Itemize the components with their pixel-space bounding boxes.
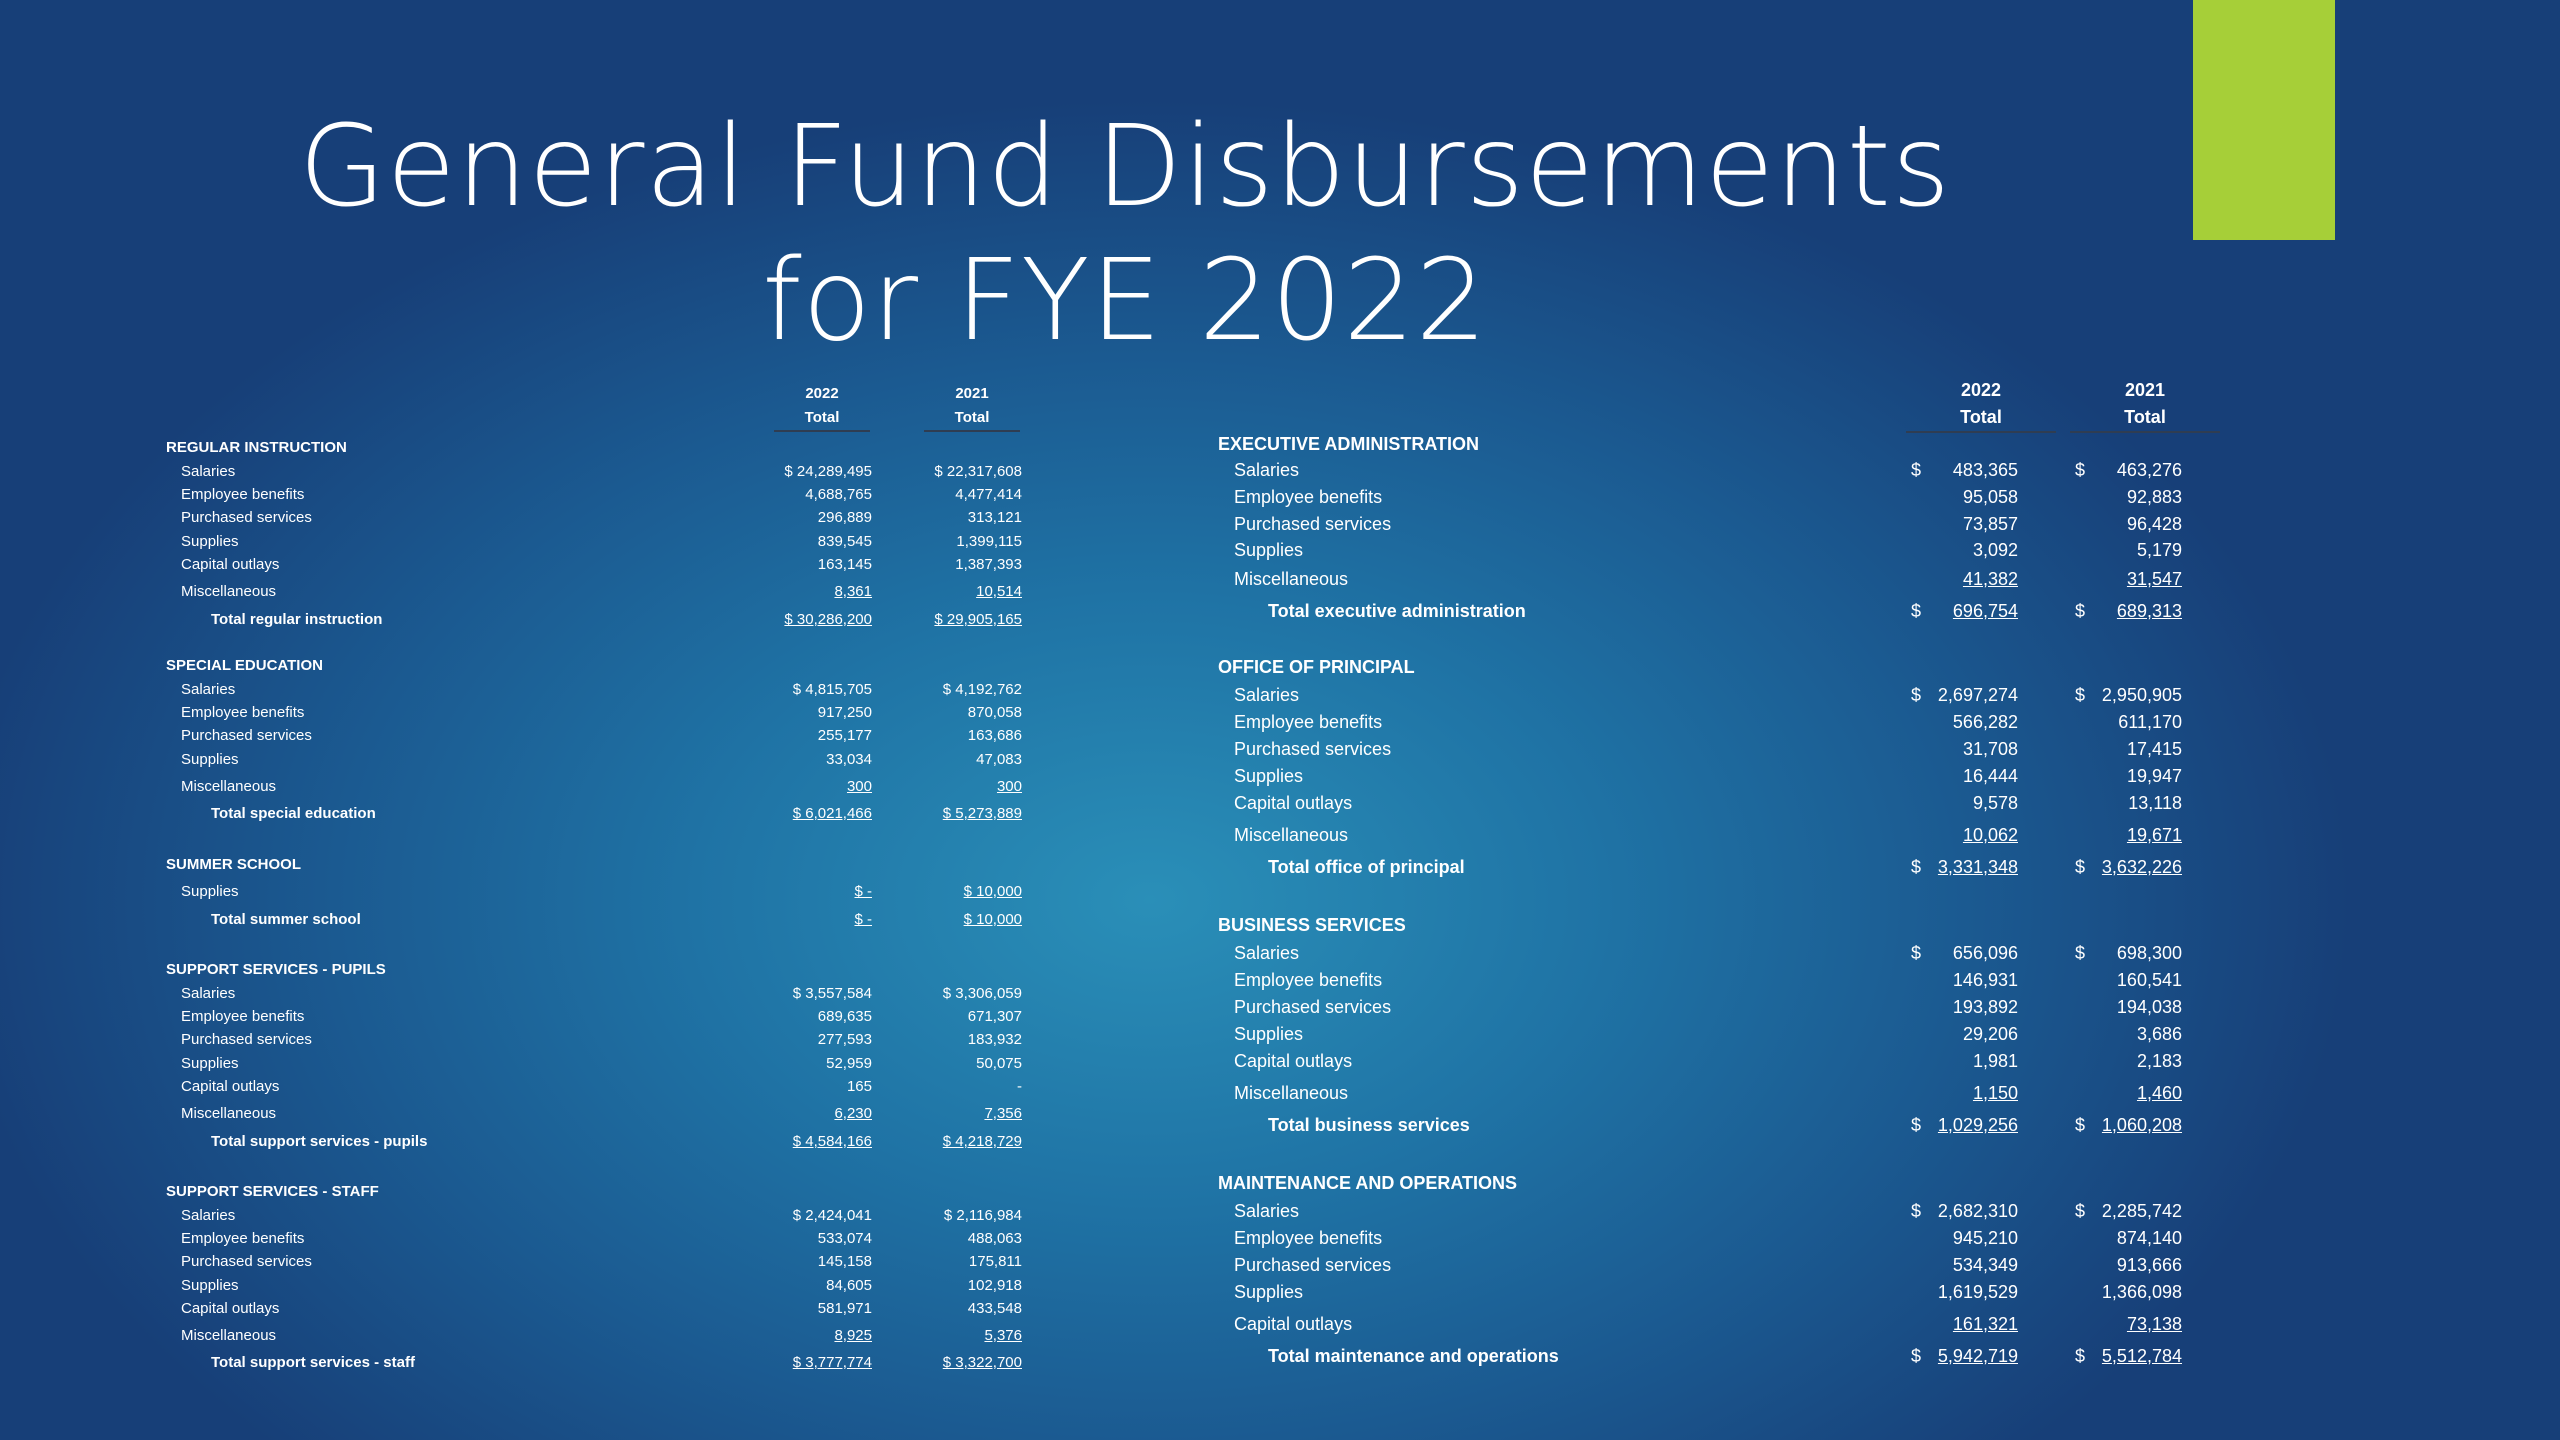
row-label: Supplies (1234, 1282, 1304, 1302)
title-line-1: General Fund Disbursements (298, 102, 1952, 232)
section-label: EXECUTIVE ADMINISTRATION (1218, 434, 1480, 454)
header-year: 2021 (955, 385, 989, 402)
value-2021: 19,947 (2126, 766, 2182, 786)
row-label: Capital outlays (1234, 793, 1353, 813)
row-label: Total office of principal (1268, 857, 1465, 877)
value-2022: 3,092 (1972, 540, 2018, 560)
value-2022: 839,545 (817, 533, 872, 550)
row-label: Miscellaneous (181, 1327, 277, 1344)
row-label: Purchased services (1234, 997, 1392, 1017)
row-label: Employee benefits (1234, 487, 1383, 507)
value-2021: 92,883 (2126, 487, 2182, 507)
value-2021: $ 2,116,984 (943, 1207, 1022, 1224)
row-label: Supplies (181, 533, 239, 550)
value-2021: 163,686 (967, 727, 1022, 744)
value-2022: 3,331,348 (1937, 857, 2018, 877)
value-2022: 8,361 (834, 583, 872, 600)
value-2021: 2,950,905 (2101, 685, 2182, 705)
column-header-2022 (774, 382, 870, 432)
row-label: Purchased services (181, 1031, 312, 1048)
row-label: Supplies (181, 1055, 239, 1072)
row-label: Salaries (181, 681, 236, 698)
value-2021: $ 22,317,608 (934, 463, 1022, 480)
dollar-sign: $ (2075, 1115, 2086, 1135)
value-2022: 9,578 (1972, 793, 2018, 813)
row-label: Supplies (1234, 766, 1304, 786)
value-2022: 165 (846, 1078, 872, 1095)
row-label: Purchased services (1234, 514, 1392, 534)
value-2022: $ 6,021,466 (792, 805, 872, 822)
value-2022: $ 2,424,041 (792, 1207, 872, 1224)
dollar-sign: $ (1911, 685, 1922, 705)
value-2022: 33,034 (826, 751, 872, 768)
value-2021: 3,632,226 (2101, 857, 2182, 877)
value-2022: $ 30,286,200 (784, 611, 872, 628)
row-label: Purchased services (1234, 739, 1392, 759)
value-2022: 255,177 (817, 727, 872, 744)
header-total: Total (1906, 404, 2056, 433)
value-2021: 913,666 (2116, 1255, 2182, 1275)
row-label: Salaries (1234, 460, 1300, 480)
column-header-2021 (924, 382, 1020, 432)
row-label: Miscellaneous (181, 778, 277, 795)
value-2022: 296,889 (817, 509, 872, 526)
accent-block (2193, 0, 2335, 240)
section-label: MAINTENANCE AND OPERATIONS (1218, 1173, 1518, 1193)
left-disbursement-table (166, 382, 1066, 1382)
value-2022: 161,321 (1952, 1314, 2018, 1334)
value-2021: 19,671 (2126, 825, 2182, 845)
value-2021: 183,932 (967, 1031, 1022, 1048)
value-2021: 5,512,784 (2101, 1346, 2182, 1366)
row-label: Employee benefits (181, 1230, 305, 1247)
value-2021: 870,058 (967, 704, 1022, 721)
row-label: Miscellaneous (181, 1105, 277, 1122)
value-2021: 488,063 (967, 1230, 1022, 1247)
dollar-sign: $ (1911, 857, 1922, 877)
value-2021: 611,170 (2118, 712, 2182, 732)
row-label: Salaries (181, 1207, 236, 1224)
value-2022: 656,096 (1952, 943, 2018, 963)
row-label: Purchased services (181, 509, 312, 526)
value-2022: 1,150 (1972, 1083, 2018, 1103)
value-2022: 4,688,765 (805, 486, 872, 503)
value-2021: $ 29,905,165 (934, 611, 1022, 628)
value-2022: 566,282 (1952, 712, 2018, 732)
title-line-2: for FYE 2022 (762, 236, 1488, 366)
value-2022: 5,942,719 (1937, 1346, 2018, 1366)
section-label: REGULAR INSTRUCTION (166, 439, 347, 456)
row-label: Miscellaneous (1234, 569, 1349, 589)
section-label: OFFICE OF PRINCIPAL (1218, 657, 1415, 677)
value-2021: 10,514 (976, 583, 1022, 600)
value-2022: 8,925 (834, 1327, 872, 1344)
section-label: SUPPORT SERVICES - STAFF (166, 1183, 379, 1200)
row-label: Total support services - pupils (211, 1133, 428, 1150)
value-2021: $ 5,273,889 (942, 805, 1022, 822)
value-2022: $ - (854, 883, 872, 900)
value-2022: 10,062 (1962, 825, 2018, 845)
row-label: Capital outlays (181, 1078, 280, 1095)
row-label: Supplies (181, 751, 239, 768)
value-2022: 917,250 (817, 704, 872, 721)
dollar-sign: $ (1911, 943, 1922, 963)
row-label: Miscellaneous (1234, 825, 1349, 845)
dollar-sign: $ (1911, 1201, 1922, 1221)
value-2022: $ - (854, 911, 872, 928)
value-2022: 41,382 (1962, 569, 2018, 589)
header-year: 2022 (805, 385, 839, 402)
value-2021: 671,307 (967, 1008, 1022, 1025)
value-2022: $ 4,815,705 (792, 681, 872, 698)
dollar-sign: $ (2075, 857, 2086, 877)
value-2022: 689,635 (817, 1008, 872, 1025)
row-label: Miscellaneous (1234, 1083, 1349, 1103)
right-disbursement-table (1218, 377, 2268, 1377)
value-2021: 73,138 (2126, 1314, 2182, 1334)
row-label: Total business services (1268, 1115, 1470, 1135)
value-2021: 5,179 (2136, 540, 2182, 560)
value-2021: 175,811 (968, 1253, 1022, 1270)
value-2021: 7,356 (984, 1105, 1022, 1122)
value-2021: 194,038 (2116, 997, 2182, 1017)
row-label: Salaries (181, 985, 236, 1002)
value-2021: 2,285,742 (2101, 1201, 2182, 1221)
row-label: Total regular instruction (211, 611, 383, 628)
value-2021: 17,415 (2126, 739, 2182, 759)
dollar-sign: $ (2075, 460, 2086, 480)
value-2022: 533,074 (817, 1230, 872, 1247)
value-2022: $ 3,777,774 (792, 1354, 872, 1371)
row-label: Employee benefits (181, 1008, 305, 1025)
value-2022: 696,754 (1952, 601, 2018, 621)
row-label: Capital outlays (181, 1300, 280, 1317)
row-label: Supplies (1234, 1024, 1304, 1044)
dollar-sign: $ (1911, 1115, 1922, 1135)
value-2022: 1,619,529 (1937, 1282, 2018, 1302)
row-label: Purchased services (181, 1253, 312, 1270)
value-2021: - (1017, 1078, 1022, 1095)
section-label: SPECIAL EDUCATION (166, 657, 323, 674)
value-2021: 1,460 (2136, 1083, 2182, 1103)
row-label: Capital outlays (1234, 1051, 1353, 1071)
row-label: Purchased services (1234, 1255, 1392, 1275)
value-2021: 463,276 (2116, 460, 2182, 480)
value-2021: 2,183 (2136, 1051, 2182, 1071)
value-2022: $ 3,557,584 (792, 985, 872, 1002)
value-2022: 29,206 (1962, 1024, 2018, 1044)
value-2021: 47,083 (976, 751, 1022, 768)
value-2022: 84,605 (826, 1277, 872, 1294)
value-2021: 300 (996, 778, 1022, 795)
row-label: Capital outlays (1234, 1314, 1353, 1334)
value-2021: 96,428 (2126, 514, 2182, 534)
value-2021: $ 4,218,729 (942, 1133, 1022, 1150)
row-label: Employee benefits (181, 486, 305, 503)
value-2022: 73,857 (1962, 514, 2018, 534)
dollar-sign: $ (2075, 1346, 2086, 1366)
row-label: Total maintenance and operations (1268, 1346, 1559, 1366)
value-2021: 50,075 (976, 1055, 1022, 1072)
value-2022: 2,697,274 (1937, 685, 2018, 705)
dollar-sign: $ (2075, 943, 2086, 963)
value-2021: 433,548 (967, 1300, 1022, 1317)
value-2021: $ 3,322,700 (942, 1354, 1022, 1371)
value-2021: 31,547 (2126, 569, 2182, 589)
row-label: Capital outlays (181, 556, 280, 573)
row-label: Employee benefits (1234, 712, 1383, 732)
dollar-sign: $ (2075, 685, 2086, 705)
value-2022: 193,892 (1952, 997, 2018, 1017)
row-label: Total special education (211, 805, 376, 822)
value-2021: 160,541 (2116, 970, 2182, 990)
value-2022: 146,931 (1952, 970, 2018, 990)
row-label: Total executive administration (1268, 601, 1526, 621)
column-header-2022 (1906, 377, 2056, 433)
value-2022: 16,444 (1962, 766, 2018, 786)
row-label: Employee benefits (1234, 1228, 1383, 1248)
value-2022: 31,708 (1962, 739, 2018, 759)
value-2021: 4,477,414 (955, 486, 1022, 503)
value-2022: $ 4,584,166 (792, 1133, 872, 1150)
value-2022: 52,959 (826, 1055, 872, 1072)
row-label: Miscellaneous (181, 583, 277, 600)
dollar-sign: $ (2075, 1201, 2086, 1221)
value-2022: 300 (846, 778, 872, 795)
value-2021: $ 10,000 (963, 883, 1022, 900)
value-2021: $ 3,306,059 (942, 985, 1022, 1002)
value-2022: 145,158 (817, 1253, 872, 1270)
row-label: Salaries (181, 463, 236, 480)
value-2022: 534,349 (1952, 1255, 2018, 1275)
header-year: 2021 (2124, 380, 2166, 400)
value-2021: 689,313 (2116, 601, 2182, 621)
row-label: Salaries (1234, 685, 1300, 705)
header-year: 2022 (1960, 380, 2002, 400)
row-label: Salaries (1234, 943, 1300, 963)
value-2022: 483,365 (1952, 460, 2018, 480)
value-2021: 313,121 (967, 509, 1022, 526)
header-total: Total (2070, 404, 2220, 433)
slide-title (150, 100, 2100, 368)
value-2022: 1,029,256 (1937, 1115, 2018, 1135)
value-2021: 3,686 (2136, 1024, 2182, 1044)
row-label: Supplies (1234, 540, 1304, 560)
value-2022: 2,682,310 (1937, 1201, 2018, 1221)
value-2022: 581,971 (817, 1300, 872, 1317)
section-label: SUPPORT SERVICES - PUPILS (166, 961, 386, 978)
value-2021: 1,366,098 (2101, 1282, 2182, 1302)
section-label: SUMMER SCHOOL (166, 856, 301, 873)
value-2021: 1,387,393 (955, 556, 1022, 573)
value-2021: 102,918 (967, 1277, 1022, 1294)
value-2022: 95,058 (1962, 487, 2018, 507)
value-2022: 6,230 (834, 1105, 872, 1122)
row-label: Purchased services (181, 727, 312, 744)
value-2021: 698,300 (2116, 943, 2182, 963)
dollar-sign: $ (1911, 601, 1922, 621)
section-label: BUSINESS SERVICES (1218, 915, 1406, 935)
value-2022: 1,981 (1972, 1051, 2018, 1071)
dollar-sign: $ (1911, 460, 1922, 480)
column-header-2021 (2070, 377, 2220, 433)
row-label: Supplies (181, 1277, 239, 1294)
value-2021: 13,118 (2128, 793, 2182, 813)
value-2021: 1,399,115 (956, 533, 1022, 550)
row-label: Supplies (181, 883, 239, 900)
dollar-sign: $ (1911, 1346, 1922, 1366)
value-2022: 163,145 (817, 556, 872, 573)
row-label: Total support services - staff (211, 1354, 415, 1371)
row-label: Employee benefits (181, 704, 305, 721)
value-2021: $ 10,000 (963, 911, 1022, 928)
value-2022: $ 24,289,495 (784, 463, 872, 480)
row-label: Total summer school (211, 911, 361, 928)
value-2021: 1,060,208 (2101, 1115, 2182, 1135)
dollar-sign: $ (2075, 601, 2086, 621)
row-label: Employee benefits (1234, 970, 1383, 990)
header-total: Total (924, 406, 1020, 432)
value-2021: 5,376 (984, 1327, 1022, 1344)
value-2021: 874,140 (2116, 1228, 2182, 1248)
value-2022: 277,593 (817, 1031, 872, 1048)
header-total: Total (774, 406, 870, 432)
value-2022: 945,210 (1952, 1228, 2018, 1248)
row-label: Salaries (1234, 1201, 1300, 1221)
value-2021: $ 4,192,762 (942, 681, 1022, 698)
